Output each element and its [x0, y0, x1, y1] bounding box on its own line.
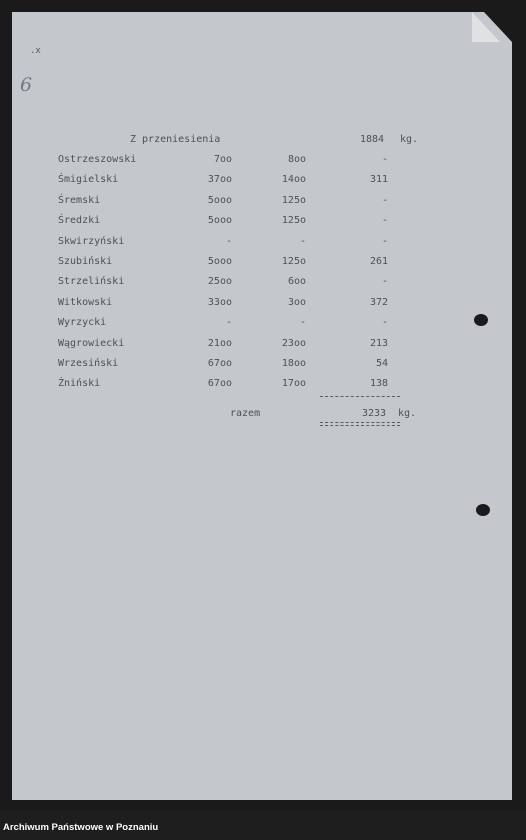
row-col1: 67oo — [207, 358, 232, 369]
row-name: Skwirzyński — [58, 236, 125, 247]
row-col2: 17oo — [281, 378, 306, 389]
double-rule-bottom — [320, 425, 400, 426]
row-name: Śmigielski — [58, 174, 119, 185]
archive-name: Archiwum Państwowe w Poznaniu — [3, 822, 159, 833]
row-col2: 6oo — [287, 276, 306, 287]
row-col1: - — [225, 317, 232, 328]
punch-hole-top — [474, 314, 488, 326]
header-unit: kg. — [400, 134, 419, 145]
page-number: 6 — [20, 74, 33, 96]
punch-hole-bottom — [476, 504, 490, 516]
total-value: 3233 — [362, 408, 387, 419]
corner-mark: .x — [30, 46, 41, 56]
row-col2: 14oo — [281, 174, 306, 185]
double-rule-top — [320, 422, 400, 423]
row-col1: 37oo — [207, 174, 232, 185]
row-col2: - — [299, 236, 306, 247]
row-col1: 67oo — [207, 378, 232, 389]
row-name: Śremski — [58, 195, 101, 206]
total-unit: kg. — [398, 408, 417, 419]
row-name: Strzeliński — [58, 276, 125, 287]
row-name: Witkowski — [58, 297, 113, 308]
sum-rule-dashed — [320, 396, 400, 397]
row-col2: 18oo — [281, 358, 306, 369]
row-col2: 3oo — [287, 297, 306, 308]
row-col2: 8oo — [287, 154, 306, 165]
header-value: 1884 — [360, 134, 385, 145]
row-col3: 261 — [369, 256, 388, 267]
row-col1: 5ooo — [207, 256, 232, 267]
row-col1: 33oo — [207, 297, 232, 308]
row-col2: 125o — [281, 195, 306, 206]
row-col2: 125o — [281, 256, 306, 267]
row-col2: - — [299, 317, 306, 328]
row-col2: 125o — [281, 215, 306, 226]
row-col1: 5ooo — [207, 215, 232, 226]
row-col3: 54 — [375, 358, 388, 369]
row-col1: - — [225, 236, 232, 247]
row-name: Żniński — [58, 378, 101, 389]
total-label: razem — [230, 408, 261, 419]
row-col2: 23oo — [281, 338, 306, 349]
row-col3: - — [381, 317, 388, 328]
row-col3: - — [381, 215, 388, 226]
row-name: Wrzesiński — [58, 358, 119, 369]
row-col3: 138 — [369, 378, 388, 389]
row-col3: - — [381, 236, 388, 247]
row-col3: - — [381, 154, 388, 165]
row-col3: 311 — [369, 174, 388, 185]
row-name: Szubiński — [58, 256, 113, 267]
row-col3: - — [381, 276, 388, 287]
document-page — [12, 12, 512, 800]
row-col3: 372 — [369, 297, 388, 308]
row-col1: 5ooo — [207, 195, 232, 206]
row-name: Wągrowiecki — [58, 338, 125, 349]
row-name: Średzki — [58, 215, 101, 226]
row-col3: 213 — [369, 338, 388, 349]
row-col1: 25oo — [207, 276, 232, 287]
header-label: Z przeniesienia — [130, 134, 221, 145]
row-name: Ostrzeszowski — [58, 154, 137, 165]
row-col1: 21oo — [207, 338, 232, 349]
row-col1: 7oo — [213, 154, 232, 165]
row-name: Wyrzycki — [58, 317, 107, 328]
row-col3: - — [381, 195, 388, 206]
